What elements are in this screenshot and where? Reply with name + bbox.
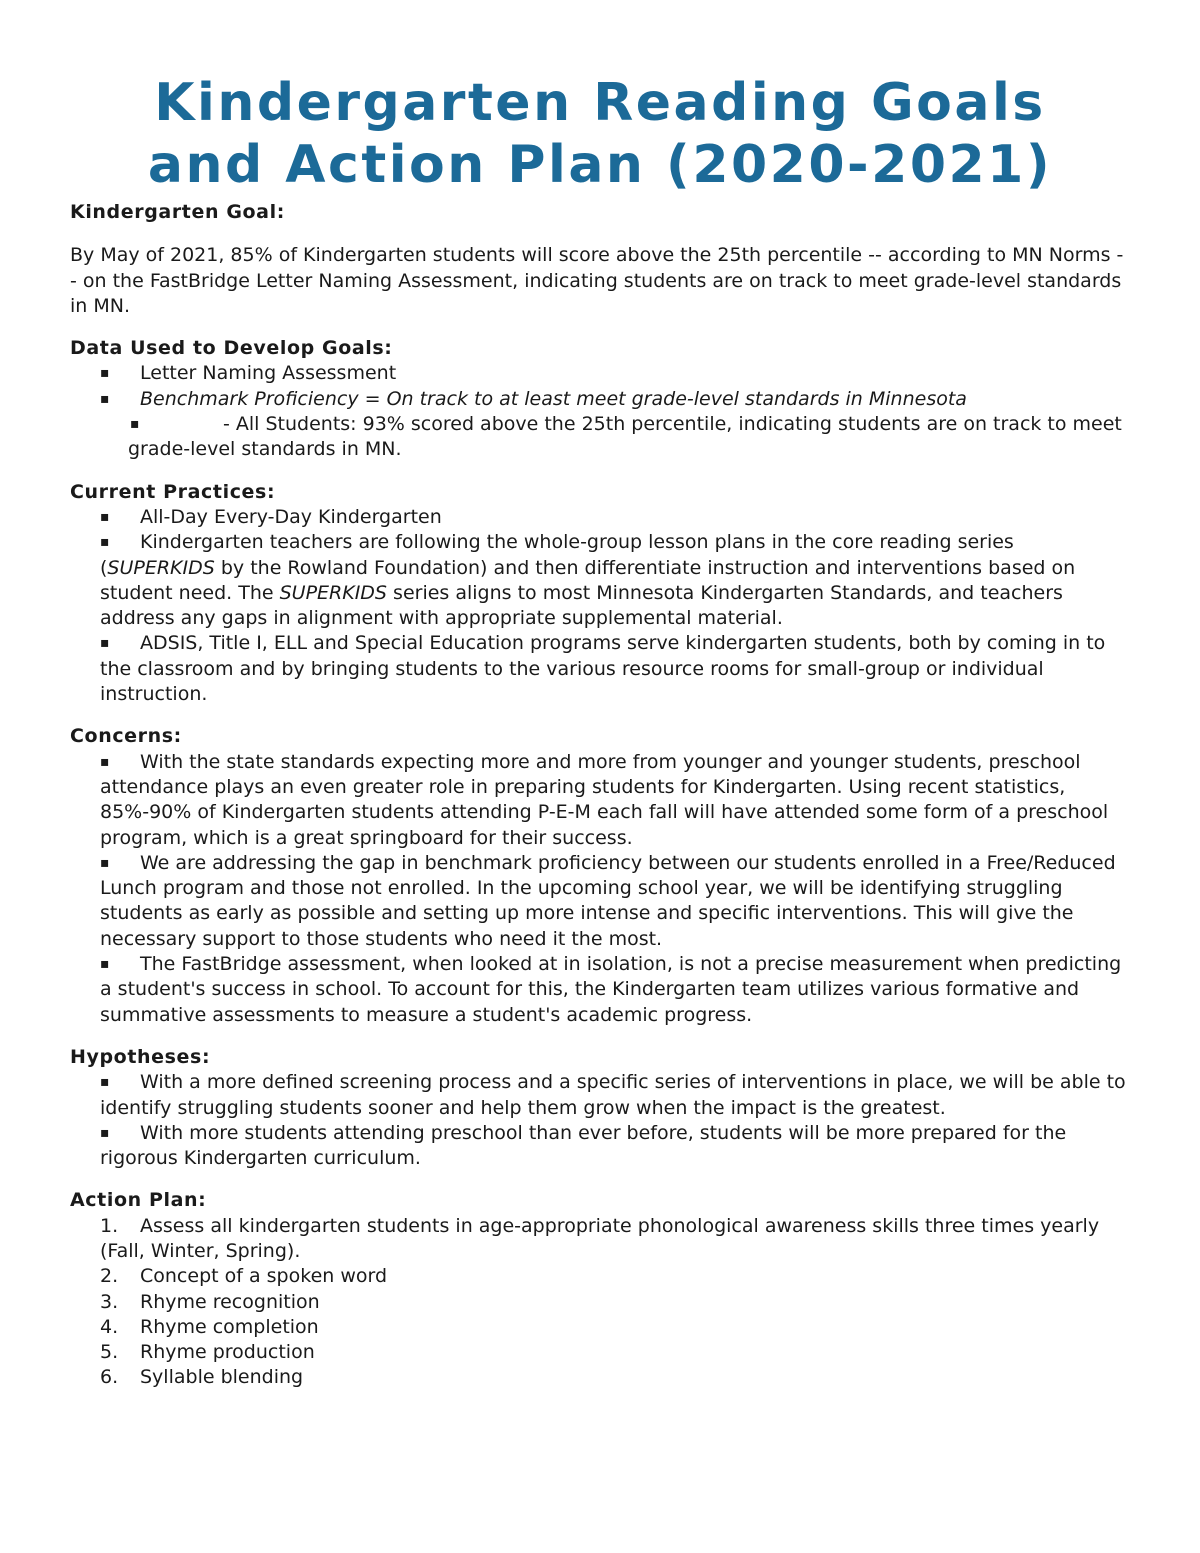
concerns-item-3: The FastBridge assessment, when looked at in isolation, is not a precise measurement when predicting a student's success in school. To account for this, the Kindergarten team utilizes various formative and summative assessments to measure a student's academic progress. <box>100 953 1122 1026</box>
page-title <box>0 72 1200 196</box>
list-item <box>70 387 1130 412</box>
numbered-item <box>70 1264 1130 1289</box>
hypotheses-item-1: With a more defined screening process and a specific series of interventions in place, we will be able to identify struggling students sooner and help them grow when the impact is the greatest. <box>100 1071 1126 1119</box>
item-number: 6. <box>100 1366 119 1389</box>
data-used-item-1: Letter Naming Assessment <box>140 362 397 385</box>
list-item <box>70 851 1130 952</box>
data-used-sub-item: - All Students: 93% scored above the 25th percentile, indicating students are on track to meet grade-level standards in MN. <box>128 413 1122 461</box>
list-item <box>70 750 1130 851</box>
hypotheses-section <box>70 1045 1130 1171</box>
numbered-item <box>70 1365 1130 1390</box>
item-number: 3. <box>100 1290 119 1313</box>
item-number: 4. <box>100 1315 119 1338</box>
bullet-icon: ▪ <box>100 956 110 973</box>
concerns-item-2: We are addressing the gap in benchmark proficiency between our students enrolled in a Free/Reduced Lunch program and those not enrolled. In the upcoming school year, we will be identifying struggling students as early as possible and setting up more intense and specific interventions. This will give the necessary support to those students who need it the most. <box>100 851 1116 950</box>
list-item <box>70 952 1130 1028</box>
practices-item-2-part-b: by the Rowland Foundation) and then differentiate instruction and interventions based on student need. The <box>100 556 1076 604</box>
data-used-section <box>70 336 1130 462</box>
goal-text: By May of 2021, 85% of Kindergarten students will score above the 25th percentile -- according to MN Norms -- on the FastBridge Letter Naming Assessment, indicating students are on track to meet grade-level standards in MN. <box>70 244 1124 317</box>
numbered-item <box>70 1290 1130 1315</box>
goal-heading: Kindergarten Goal: <box>70 201 285 223</box>
title-line-1: Kindergarten Reading Goals <box>154 73 1046 133</box>
bullet-icon: ▪ <box>100 534 110 551</box>
item-number: 2. <box>100 1265 119 1288</box>
concerns-item-1: With the state standards expecting more and more from younger and younger students, preschool attendance plays an even greater role in preparing students for Kindergarten. Using recent statistics, 85%-90% of Kindergarten students attending P-E-M each fall will have attended some form of a preschool program, which is a great springboard for their success. <box>100 750 1109 849</box>
practices-item-2-series-name-2: SUPERKIDS <box>279 581 387 604</box>
action-item-3: Rhyme recognition <box>140 1290 320 1313</box>
current-practices-heading: Current Practices: <box>70 480 276 503</box>
action-item-1: Assess all kindergarten students in age-appropriate phonological awareness skills three times yearly (Fall, Winter, Spring). <box>100 1214 1100 1262</box>
bullet-icon: ▪ <box>130 416 140 433</box>
practices-item-1: All-Day Every-Day Kindergarten <box>140 505 442 528</box>
hypotheses-item-2: With more students attending preschool than ever before, students will be more prepared for the rigorous Kindergarten curriculum. <box>100 1121 1067 1170</box>
item-number: 1. <box>100 1214 119 1237</box>
practices-item-2-part-a: Kindergarten teachers are following the whole-group lesson plans in the core reading series ( <box>100 531 1014 579</box>
list-item <box>70 631 1130 707</box>
bullet-icon: ▪ <box>100 1074 110 1091</box>
bullet-icon: ▪ <box>100 365 110 382</box>
practices-item-2-series-name: SUPERKIDS <box>107 556 215 579</box>
item-number: 5. <box>100 1341 119 1364</box>
hypotheses-heading: Hypotheses: <box>70 1045 211 1068</box>
bullet-icon: ▪ <box>100 1124 110 1141</box>
bullet-icon: ▪ <box>100 508 110 525</box>
practices-item-2-part-c: series aligns to most Minnesota Kindergarten Standards, and teachers address any gaps in alignment with appropriate supplemental material. <box>100 581 1063 630</box>
numbered-item <box>70 1315 1130 1340</box>
document-body <box>70 200 1130 1391</box>
numbered-item <box>70 1340 1130 1365</box>
list-item <box>70 1121 1130 1172</box>
action-plan-section <box>70 1188 1130 1390</box>
bullet-icon: ▪ <box>100 635 110 652</box>
concerns-heading: Concerns: <box>70 725 182 748</box>
list-sub-item <box>70 412 1130 463</box>
action-item-2: Concept of a spoken word <box>140 1265 388 1288</box>
list-item <box>70 530 1130 631</box>
list-item <box>70 361 1130 386</box>
action-item-4: Rhyme completion <box>140 1315 319 1338</box>
bullet-icon: ▪ <box>100 854 110 871</box>
list-item <box>70 1070 1130 1121</box>
bullet-icon: ▪ <box>100 390 110 407</box>
numbered-item <box>70 1214 1130 1265</box>
title-line-2: and Action Plan (2020-2021) <box>147 135 1053 195</box>
data-used-heading: Data Used to Develop Goals: <box>70 337 393 360</box>
concerns-section <box>70 724 1130 1028</box>
action-item-6: Syllable blending <box>140 1366 304 1389</box>
data-used-item-2: Benchmark Proficiency = On track to at least meet grade-level standards in Minnesota <box>140 387 967 410</box>
action-plan-heading: Action Plan: <box>70 1189 207 1212</box>
goal-section <box>70 200 1130 319</box>
bullet-icon: ▪ <box>100 753 110 770</box>
current-practices-section <box>70 480 1130 708</box>
list-item <box>70 505 1130 530</box>
practices-item-3: ADSIS, Title I, ELL and Special Education programs serve kindergarten students, both by coming in to the classroom and by bringing students to the various resource rooms for small-group or individual instruction. <box>100 632 1106 706</box>
action-item-5: Rhyme production <box>140 1341 315 1364</box>
